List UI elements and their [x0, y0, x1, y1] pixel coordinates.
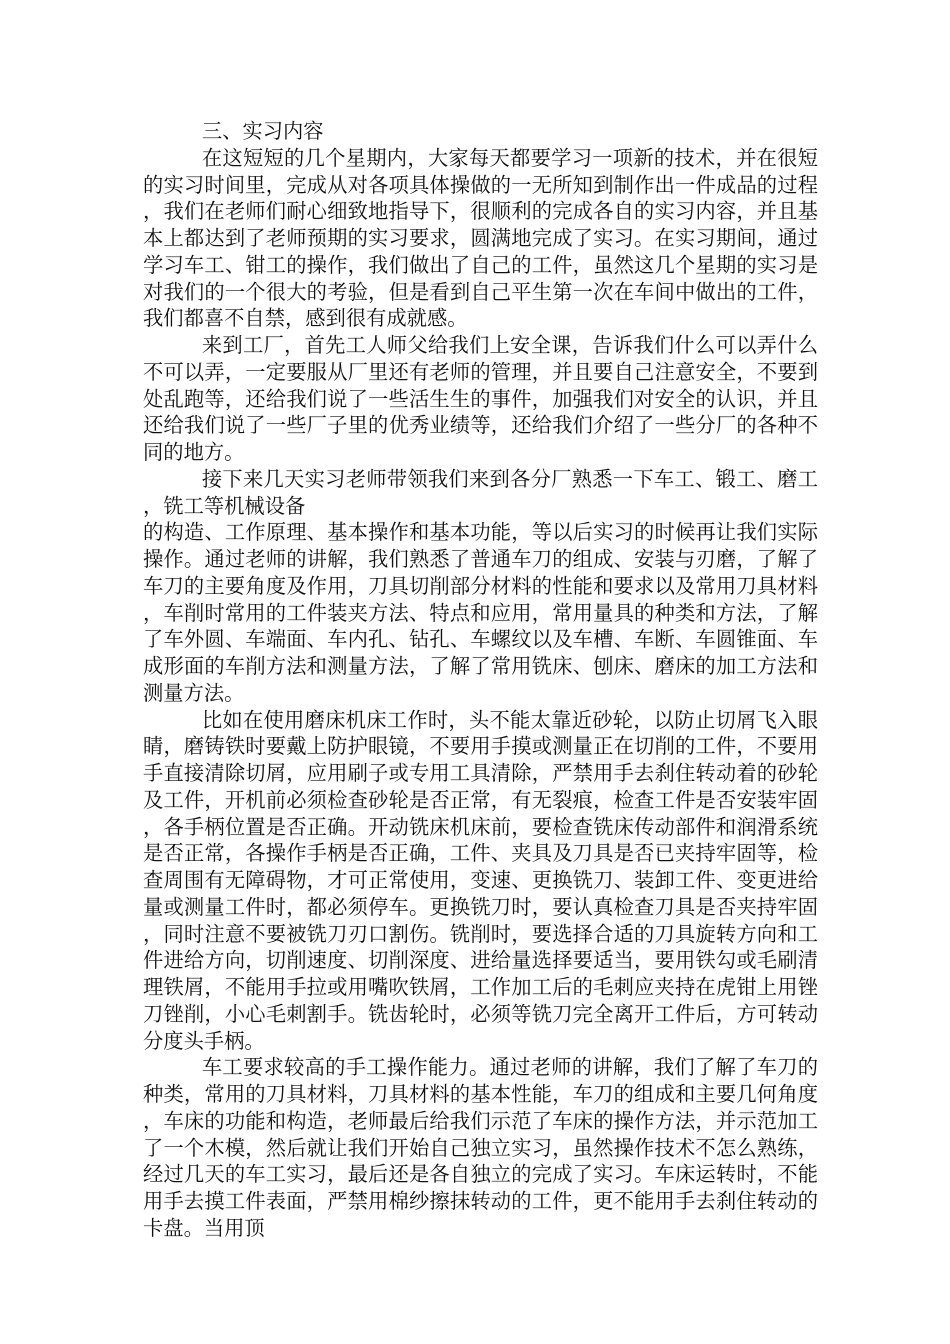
paragraph-grinding-milling-safety: 比如在使用磨床机床工作时，头不能太靠近砂轮，以防止切屑飞入眼睛，磨铸铁时要戴上防护眼镜，不要用手摸或测量正在切削的工件，不要用手直接清除切屑，应用刷子或专用工具清除，严禁用手去刹住转动着的砂轮及工件，开机前必须检查砂轮是否正常，有无裂痕，检查工件是否安装牢固，各手柄位置是否正确。开动铣床机床前，要检查铣床传动部件和润滑系统是否正常，各操作手柄是否正确，工件、夹具及刀具是否已夹持牢固等，检查周围有无障碍物，才可正常使用，变速、更换铣刀、装卸工件、变更进给量或测量工件时，都必须停车。更换铣刀时，要认真检查刀具是否夹持牢固，同时注意不要被铣刀刃口割伤。铣削时，要选择合适的刀具旋转方向和工件进给方向，切削速度、切削深度、进给量选择要适当，要用铁勾或毛刷清理铁屑，不能用手拉或用嘴吹铁屑，工作加工后的毛刺应夹持在虎钳上用锉刀锉削，小心毛刺割手。铣齿轮时，必须等铣刀完全离开工件后，方可转动分度头手柄。	[143, 707, 818, 1053]
paragraph-turning-practice: 车工要求较高的手工操作能力。通过老师的讲解，我们了解了车刀的种类，常用的刀具材料，刀具材料的基本性能，车刀的组成和主要几何角度，车床的功能和构造，老师最后给我们示范了车床的操作方法，并示范加工了一个木模，然后就让我们开始自己独立实习，虽然操作技术不怎么熟练，经过几天的车工实习，最后还是各自独立的完成了实习。车床运转时，不能用手去摸工件表面，严禁用棉纱擦抹转动的工件，更不能用手去刹住转动的卡盘。当用顶	[143, 1055, 818, 1240]
section-heading: 三、实习内容	[201, 119, 324, 143]
paragraph-internship-summary: 在这短短的几个星期内，大家每天都要学习一项新的技术，并在很短的实习时间里，完成从对各项具体操做的一无所知到制作出一件成品的过程，我们在老师们耐心细致地指导下，很顺利的完成各自的实习内容，并且基本上都达到了老师预期的实习要求，圆满地完成了实习。在实习期间，通过学习车工、钳工的操作，我们做出了自己的工件，虽然这几个星期的实习是对我们的一个很大的考验，但是看到自己平生第一次在车间中做出的工件，我们都喜不自禁，感到很有成就感。	[143, 145, 818, 331]
paragraph-safety-class: 来到工厂，首先工人师父给我们上安全课，告诉我们什么可以弄什么不可以弄，一定要服从厂里还有老师的管理，并且要自己注意安全，不要到处乱跑等，还给我们说了一些活生生的事件，加强我们对安全的认识，并且还给我们说了一些厂子里的优秀业绩等，还给我们介绍了一些分厂的各种不同的地方。	[143, 333, 818, 464]
paragraph-branch-factories: 接下来几天实习老师带领我们来到各分厂熟悉一下车工、锻工、磨工，铣工等机械设备	[143, 466, 818, 518]
paragraph-equipment-overview: 的构造、工作原理、基本操作和基本功能，等以后实习的时候再让我们实际操作。通过老师的讲解，我们熟悉了普通车刀的组成、安装与刃磨，了解了车刀的主要角度及作用，刀具切削部分材料的性能和要求以及常用刀具材料，车削时常用的工件装夹方法、特点和应用，常用量具的种类和方法，了解了车外圆、车端面、车内孔、钻孔、车螺纹以及车槽、车断、车圆锥面、车成形面的车削方法和测量方法，了解了常用铣床、刨床、磨床的加工方法和测量方法。	[143, 520, 818, 705]
document-body	[143, 118, 818, 1242]
